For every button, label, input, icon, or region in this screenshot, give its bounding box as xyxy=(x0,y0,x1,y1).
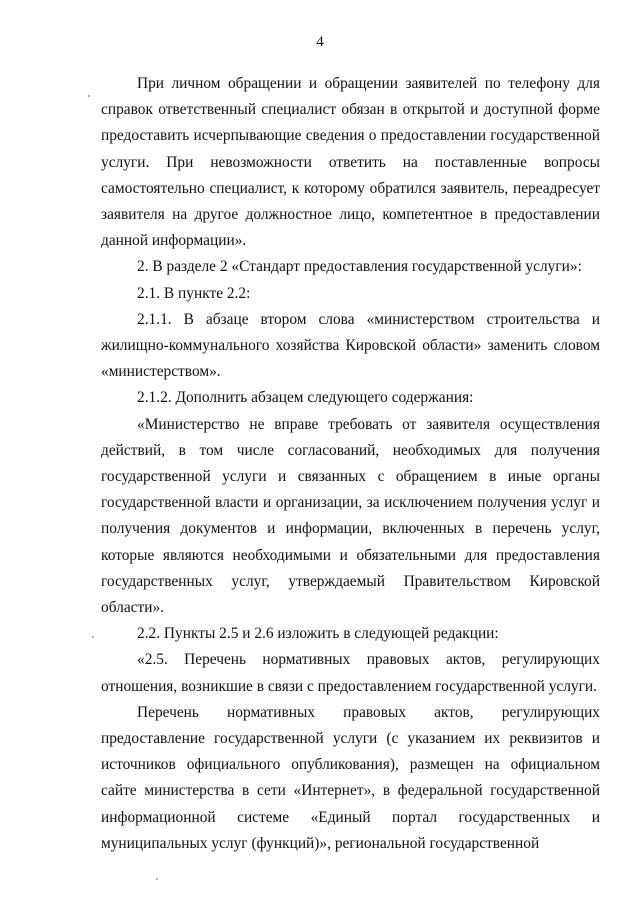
document-body xyxy=(101,71,600,857)
scan-speck xyxy=(156,878,158,880)
paragraph-item-2-1: 2.1. В пункте 2.2: xyxy=(137,284,251,302)
scan-speck xyxy=(88,95,90,97)
paragraph-consultation: При личном обращении и обращении заявителей по телефону для справок ответственный специалист обязан в открытой и доступной форме предоставить исчерпывающие сведения о предоставлении государственной услуги. При невозможности ответить на поставленные вопросы самостоятельно специалист, к которому обратился заявитель, переадресует заявителя на другое должностное лицо, компетентное в предоставлении данной информации». xyxy=(101,75,600,250)
paragraph-item-2-5: «2.5. Перечень нормативных правовых актов, регулирующих отношения, возникшие в связи с предоставлением государственной услуги. xyxy=(101,651,600,695)
paragraph-item-2-2: 2.2. Пункты 2.5 и 2.6 изложить в следующей редакции: xyxy=(137,625,499,643)
scan-speck xyxy=(92,636,94,638)
paragraph-ministry-restriction: «Министерство не вправе требовать от заявителя осуществления действий, в том числе согласований, необходимых для получения государственной услуги и связанных с обращением в иные органы государственной власти и организации, за исключением получения услуг и получения документов и информации, включенных в перечень услуг, которые являются необходимыми и обязательными для предоставления государственных услуг, утверждаемый Правительством Кировской области». xyxy=(101,415,600,617)
paragraph-item-2-1-1: 2.1.1. В абзаце втором слова «министерством строительства и жилищно-коммунального хозяйства Кировской области» заменить словом «министерством». xyxy=(101,310,600,381)
paragraph-legal-acts-list: Перечень нормативных правовых актов, регулирующих предоставление государственной услуги (с указанием их реквизитов и источников официального опубликования), размещен на официальном сайте министерства в сети «Интернет», в федеральной государственной информационной системе «Единый портал государственных и муниципальных услуг (функций)», региональной государственной xyxy=(101,703,600,852)
paragraph-item-2-1-2: 2.1.2. Дополнить абзацем следующего содержания: xyxy=(137,389,474,407)
page-number: 4 xyxy=(316,34,324,50)
paragraph-section-2: 2. В разделе 2 «Стандарт предоставления государственной услуги»: xyxy=(137,258,582,276)
